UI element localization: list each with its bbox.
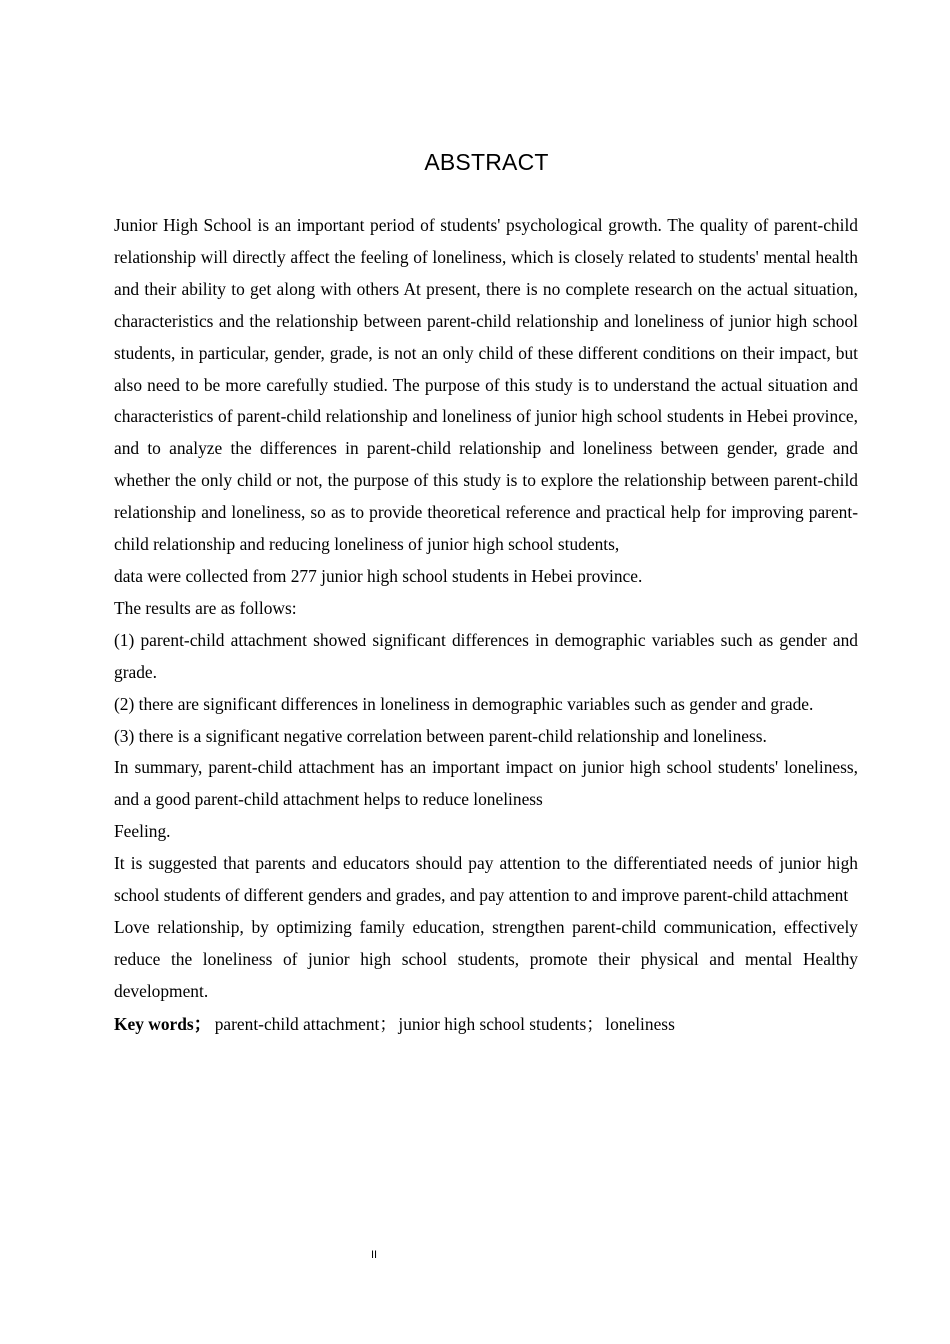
abstract-paragraph-data: data were collected from 277 junior high school students in Hebei province. <box>114 565 643 586</box>
keyword-item: parent-child attachment <box>214 1013 380 1034</box>
keywords-separator: ； <box>193 1013 212 1034</box>
summary-paragraph: In summary, parent-child attachment has an important impact on junior high school students' loneliness, and a good parent-child attachment helps to reduce loneliness <box>114 757 858 810</box>
keyword-item: loneliness <box>605 1013 675 1034</box>
abstract-title: ABSTRACT <box>424 149 549 175</box>
abstract-paragraph-intro: Junior High School is an important period of students' psychological growth. The quality of parent-child relationship will directly affect the feeling of loneliness, which is closely related to students' mental health and their ability to get along with others At present, there is no complete research on the actual situation, characteristics and the relationship between parent-child relationship and loneliness of junior high school students, in particular, gender, grade, is not an only child of these different conditions on their impact, but also need to be more carefully studied. The purpose of this study is to understand the actual situation and characteristics of parent-child relationship and loneliness of junior high school students in Hebei province, and to analyze the differences in parent-child relationship and loneliness between gender, grade and whether the only child or not, the purpose of this study is to explore the relationship between parent-child relationship and loneliness, so as to provide theoretical reference and practical help for improving parent-child relationship and reducing loneliness of junior high school students, <box>114 215 858 555</box>
summary-continuation: Feeling. <box>114 821 171 842</box>
abstract-body <box>114 210 858 1041</box>
results-heading: The results are as follows: <box>114 597 297 618</box>
keyword-item: junior high school students <box>398 1013 587 1034</box>
suggestion-paragraph: It is suggested that parents and educators should pay attention to the differentiated needs of junior high school students of different genders and grades, and pay attention to and improve parent-child attachment <box>114 853 858 906</box>
result-item-1: (1) parent-child attachment showed significant differences in demographic variables such as gender and grade. <box>114 629 858 682</box>
result-item-2: (2) there are significant differences in loneliness in demographic variables such as gender and grade. <box>114 693 814 714</box>
keywords-label: Key words <box>114 1013 194 1034</box>
keywords-separator: ； <box>379 1013 397 1034</box>
keywords-separator: ； <box>586 1013 604 1034</box>
keywords-line <box>114 1008 858 1041</box>
suggestion-continuation: Love relationship, by optimizing family education, strengthen parent-child communication, effectively reduce the loneliness of junior high school students, promote their physical and mental Healthy development. <box>114 916 858 1001</box>
page-number: II <box>371 1249 378 1261</box>
result-item-3: (3) there is a significant negative correlation between parent-child relationship and loneliness. <box>114 725 767 746</box>
